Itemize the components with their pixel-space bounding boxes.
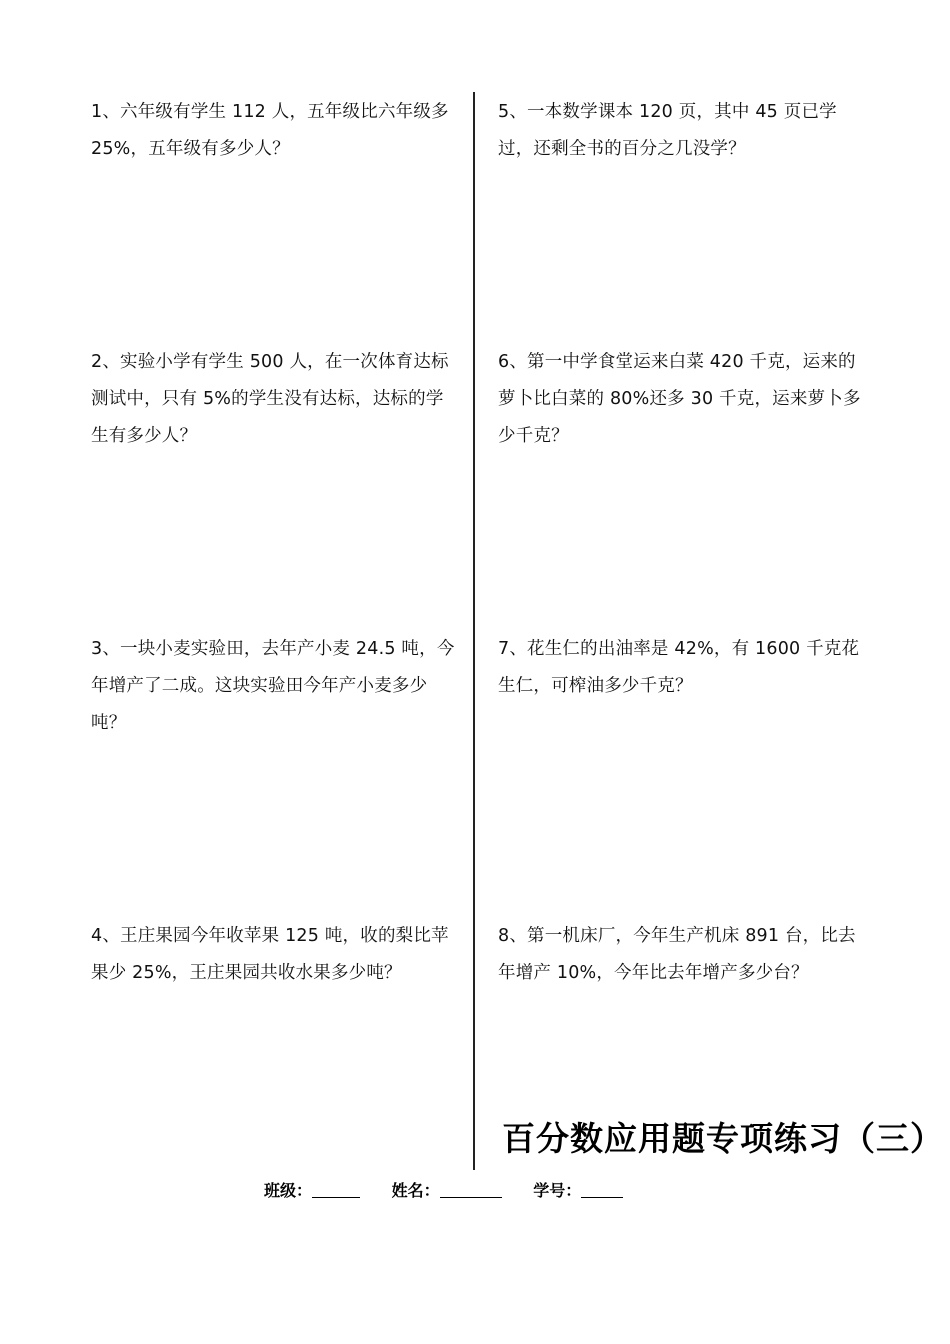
question-5: 5、一本数学课本 120 页，其中 45 页已学过，还剩全书的百分之几没学？ — [498, 102, 837, 159]
question-4: 4、王庄果园今年收苹果 125 吨，收的梨比苹果少 25%，王庄果园共收水果多少吨？ — [91, 926, 449, 983]
question-6: 6、第一中学食堂运来白菜 420 千克，运来的萝卜比白菜的 80%还多 30 千克，运来萝卜多少千克？ — [498, 352, 861, 446]
student-id-field — [533, 1178, 623, 1201]
name-field — [392, 1178, 502, 1201]
column-divider — [473, 92, 475, 1170]
name-label: 姓名： — [391, 1181, 440, 1200]
student-info-row — [264, 1178, 649, 1201]
question-1: 1、六年级有学生 112 人，五年级比六年级多 25%，五年级有多少人？ — [91, 102, 449, 159]
worksheet-title: 百分数应用题专项练习（三） — [502, 1119, 944, 1158]
name-blank — [440, 1181, 502, 1198]
question-2: 2、实验小学有学生 500 人，在一次体育达标测试中，只有 5%的学生没有达标，达标的学生有多少人？ — [91, 352, 449, 446]
student-id-blank — [581, 1181, 623, 1198]
student-id-label: 学号： — [533, 1181, 582, 1200]
question-8: 8、第一机床厂，今年生产机床 891 台，比去年增产 10%，今年比去年增产多少台？ — [498, 926, 856, 983]
class-field — [264, 1178, 360, 1201]
question-3: 3、一块小麦实验田，去年产小麦 24.5 吨，今年增产了二成。这块实验田今年产小麦多少吨？ — [91, 639, 455, 733]
question-7: 7、花生仁的出油率是 42%，有 1600 千克花生仁，可榨油多少千克？ — [498, 639, 860, 696]
class-label: 班级： — [264, 1181, 313, 1200]
class-blank — [312, 1181, 360, 1198]
